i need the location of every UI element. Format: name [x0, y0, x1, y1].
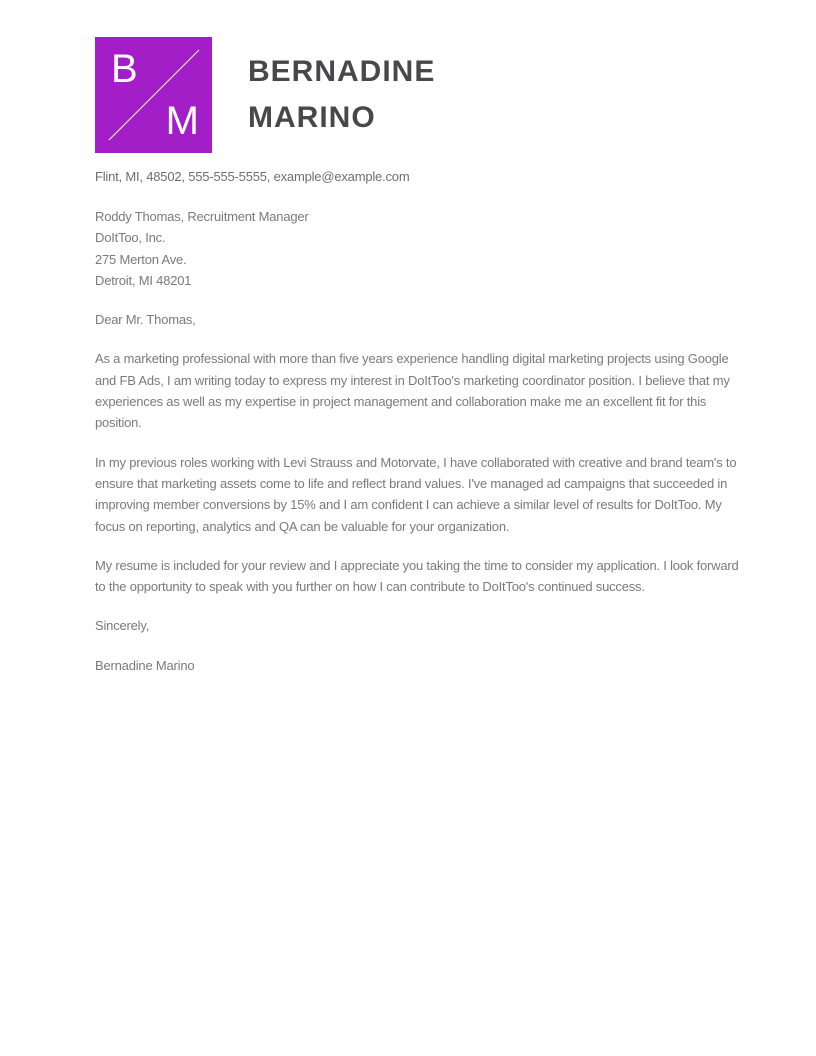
- candidate-last-name: MARINO: [248, 101, 376, 134]
- recipient-name-title: Roddy Thomas, Recruitment Manager: [95, 209, 309, 224]
- body-paragraph-2: In my previous roles working with Levi Strauss and Motorvate, I have collaborated with creative and brand team's to ensure that marketing assets come to life and reflect brand values. I've managed ad campaigns that succeeded in improving member conversions by 15% and I am confident I can achieve a similar level of results for DoItToo. My focus on reporting, analytics and QA can be valuable for your organization.: [95, 454, 737, 534]
- closing-valediction: Sincerely,: [95, 618, 150, 634]
- monogram-logo: [95, 37, 212, 153]
- contact-info-line: Flint, MI, 48502, 555-555-5555, example@example.com: [95, 169, 410, 184]
- salutation: Dear Mr. Thomas,: [95, 312, 196, 328]
- body-paragraph-3: My resume is included for your review and I appreciate you taking the time to consider my application. I look forward to the opportunity to speak with you further on how I can contribute to DoItToo's continued success.: [95, 557, 739, 595]
- body-paragraph-1: As a marketing professional with more than five years experience handling digital marketing projects using Google and FB Ads, I am writing today to express my interest in DoItToo's marketing coordinator position. I believe that my experiences as well as my expertise in project management and collaboration make me an excellent fit for this position.: [95, 351, 730, 431]
- logo-initial-bottom: M: [165, 99, 199, 143]
- signature-name: Bernadine Marino: [95, 657, 195, 673]
- candidate-first-name: BERNADINE: [248, 55, 436, 88]
- recipient-city-state-zip: Detroit, MI 48201: [95, 272, 192, 288]
- candidate-name: [248, 49, 435, 141]
- letter-header: [95, 37, 740, 153]
- logo-initial-top: B: [111, 47, 138, 91]
- recipient-street: 275 Merton Ave.: [95, 251, 187, 267]
- recipient-address-block: [95, 206, 740, 291]
- recipient-company: DoItToo, Inc.: [95, 230, 166, 246]
